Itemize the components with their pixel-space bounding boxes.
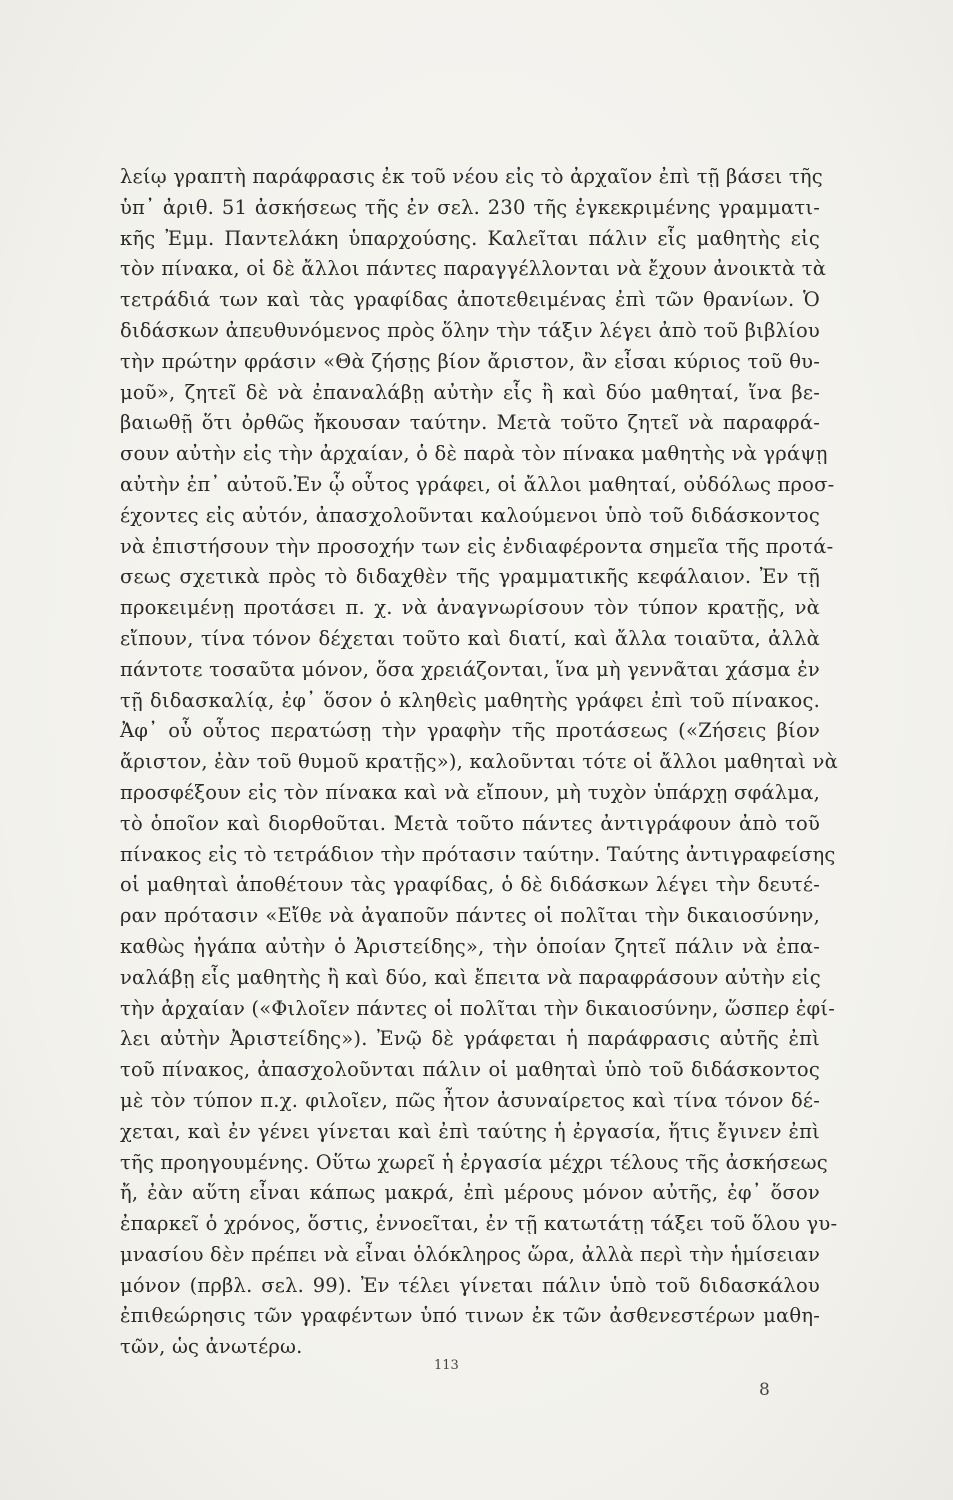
text-line: ραν πρότασιν «Εἴθε νὰ ἀγαποῦν πάντες οἱ πολῖται τὴν δικαιοσύνην,	[120, 904, 820, 928]
text-line: τῶν, ὡς ἀνωτέρω.	[120, 1335, 303, 1359]
text-line: χεται, καὶ ἐν γένει γίνεται καὶ ἐπὶ ταύτης ἡ ἐργασία, ἥτις ἔγινεν ἐπὶ	[120, 1119, 820, 1143]
text-line: τὸν πίνακα, οἱ δὲ ἄλλοι πάντες παραγγέλλονται νὰ ἔχουν ἀνοικτὰ τὰ	[120, 257, 827, 281]
text-line: τὸ ὁποῖον καὶ διορθοῦται. Μετὰ τοῦτο πάντες ἀντιγράφουν ἀπὸ τοῦ	[120, 811, 820, 835]
text-line: ἄριστον, ἐὰν τοῦ θυμοῦ κρατῇς»), καλοῦνται τότε οἱ ἄλλοι μαθηταὶ νὰ	[120, 750, 838, 774]
text-line: τῆς προηγουμένης. Οὕτω χωρεῖ ἡ ἐργασία μέχρι τέλους τῆς ἀσκήσεως	[120, 1150, 828, 1174]
page-number: 113	[434, 1358, 459, 1373]
text-line: ἐπιθεώρησις τῶν γραφέντων ὑπό τινων ἐκ τῶν ἀσθενεστέρων μαθη-	[120, 1304, 820, 1328]
text-line: έχοντες εἰς αὐτόν, ἀπασχολοῦνται καλούμενοι ὑπὸ τοῦ διδάσκοντος	[120, 503, 820, 527]
text-line: τῇ διδασκαλίᾳ, ἐφ᾽ ὅσον ὁ κληθεὶς μαθητὴς γράφει ἐπὶ τοῦ πίνακος.	[120, 688, 820, 712]
text-line: κῆς Ἐμμ. Παντελάκη ὑπαρχούσης. Καλεῖται πάλιν εἷς μαθητὴς εἰς	[120, 226, 820, 250]
text-line: Ἀφ᾽ οὗ οὗτος περατώσῃ τὴν γραφὴν τῆς προτάσεως («Ζήσεις βίον	[120, 719, 820, 743]
text-line: νὰ ἐπιστήσουν τὴν προσοχήν των εἰς ἐνδιαφέροντα σημεῖα τῆς προτά-	[120, 534, 834, 558]
text-line: μοῦ», ζητεῖ δὲ νὰ ἐπαναλάβῃ αὐτὴν εἷς ἢ καὶ δύο μαθηταί, ἵνα βε-	[120, 380, 820, 404]
text-line: οἱ μαθηταὶ ἀποθέτουν τὰς γραφίδας, ὁ δὲ διδάσκων λέγει τὴν δευτέ-	[120, 873, 820, 897]
text-line: πάντοτε τοσαῦτα μόνον, ὅσα χρειάζονται, ἵνα μὴ γεννᾶται χάσμα ἐν	[120, 657, 820, 681]
text-line: ἤ, ἐὰν αὕτη εἶναι κάπως μακρά, ἐπὶ μέρους μόνον αὐτῆς, ἐφ᾽ ὅσον	[120, 1181, 820, 1205]
text-line: σεως σχετικὰ πρὸς τὸ διδαχθὲν τῆς γραμματικῆς κεφάλαιον. Ἐν τῇ	[120, 565, 820, 589]
text-line: εἴπουν, τίνα τόνον δέχεται τοῦτο καὶ διατί, καὶ ἄλλα τοιαῦτα, ἀλλὰ	[120, 626, 820, 650]
text-line: τὴν πρώτην φράσιν «Θὰ ζήσῃς βίον ἄριστον, ἂν εἶσαι κύριος τοῦ θυ-	[120, 349, 820, 373]
text-line: λείῳ γραπτὴ παράφρασις ἐκ τοῦ νέου εἰς τὸ ἀρχαῖον ἐπὶ τῇ βάσει τῆς	[120, 165, 823, 188]
text-line: προκειμένῃ προτάσει π. χ. νὰ ἀναγνωρίσουν τὸν τύπον κρατῇς, νὰ	[120, 596, 820, 620]
text-line: λει αὐτὴν Ἀριστείδης»). Ἐνῷ δὲ γράφεται ἡ παράφρασις αὐτῆς ἐπὶ	[120, 1027, 820, 1051]
text-line: τοῦ πίνακος, ἀπασχολοῦνται πάλιν οἱ μαθηταὶ ὑπὸ τοῦ διδάσκοντος	[120, 1058, 820, 1082]
text-line: τετράδιά των καὶ τὰς γραφίδας ἀποτεθειμένας ἐπὶ τῶν θρανίων. Ὁ	[120, 288, 820, 312]
signature-mark: 8	[759, 1380, 770, 1400]
text-line: βαιωθῇ ὅτι ὀρθῶς ἤκουσαν ταύτην. Μετὰ τοῦτο ζητεῖ νὰ παραφρά-	[120, 411, 820, 435]
text-line: μόνον (πρβλ. σελ. 99). Ἐν τέλει γίνεται πάλιν ὑπὸ τοῦ διδασκάλου	[120, 1273, 820, 1297]
text-line: αὐτὴν ἐπ᾽ αὐτοῦ.Ἐν ᾧ οὗτος γράφει, οἱ ἄλλοι μαθηταί, οὐδόλως προσ-	[120, 472, 835, 496]
body-text	[120, 162, 838, 1363]
text-line: πίνακος εἰς τὸ τετράδιον τὴν πρότασιν ταύτην. Ταύτης ἀντιγραφείσης	[120, 842, 836, 866]
text-line: ναλάβῃ εἷς μαθητὴς ἢ καὶ δύο, καὶ ἔπειτα νὰ παραφράσουν αὐτὴν εἰς	[120, 965, 821, 989]
text-line: καθὼς ἠγάπα αὐτὴν ὁ Ἀριστείδης», τὴν ὁποίαν ζητεῖ πάλιν νὰ ἐπα-	[120, 934, 820, 958]
text-line: ὑπ᾽ ἀριθ. 51 ἀσκήσεως τῆς ἐν σελ. 230 τῆς ἐγκεκριμένης γραμματι-	[120, 195, 820, 219]
text-line: διδάσκων ἀπευθυνόμενος πρὸς ὅλην τὴν τάξιν λέγει ἀπὸ τοῦ βιβλίου	[120, 318, 820, 342]
text-line: ἐπαρκεῖ ὁ χρόνος, ὅστις, ἐννοεῖται, ἐν τῇ κατωτάτῃ τάξει τοῦ ὅλου γυ-	[120, 1212, 838, 1236]
text-line: μνασίου δὲν πρέπει νὰ εἶναι ὁλόκληρος ὥρα, ἀλλὰ περὶ τὴν ἡμίσειαν	[120, 1242, 821, 1266]
text-line: τὴν ἀρχαίαν («Φιλοῖεν πάντες οἱ πολῖται τὴν δικαιοσύνην, ὥσπερ ἐφί-	[120, 996, 836, 1020]
text-line: προσφέξουν εἰς τὸν πίνακα καὶ νὰ εἴπουν, μὴ τυχὸν ὑπάρχῃ σφάλμα,	[120, 780, 820, 804]
text-line: σουν αὐτὴν εἰς τὴν ἀρχαίαν, ὁ δὲ παρὰ τὸν πίνακα μαθητὴς νὰ γράψῃ	[120, 442, 828, 466]
text-line: μὲ τὸν τύπον π.χ. φιλοῖεν, πῶς ἦτον ἀσυναίρετος καὶ τίνα τόνον δέ-	[120, 1088, 820, 1112]
